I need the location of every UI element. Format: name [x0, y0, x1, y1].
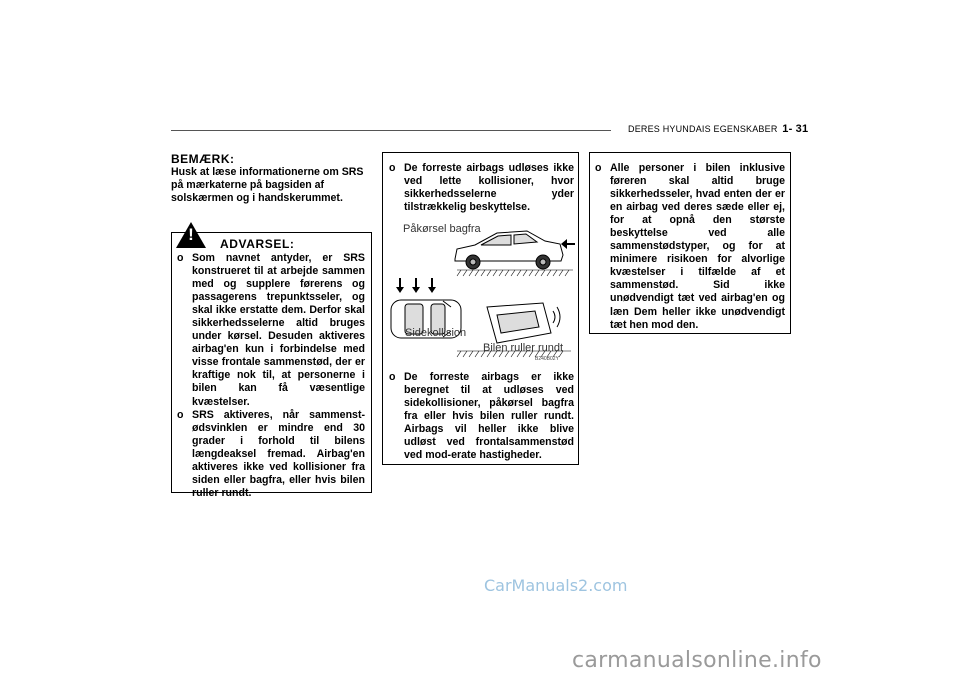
arrow-down-icon: [396, 278, 436, 293]
list-item: [389, 162, 574, 214]
label-rollover: Bilen ruller rundt: [483, 342, 564, 354]
label-rear-impact: Påkørsel bagfra: [403, 223, 481, 235]
watermark-link[interactable]: CarManuals2.com: [484, 576, 628, 595]
list-item-text: De forreste airbags udløses ikke ved lette kollisioner, hvor sikkerhedsselerne yder tilstrækkelig beskyttelse.: [404, 162, 574, 214]
header-rule: [171, 130, 611, 131]
ground-hatch-rear: [457, 270, 573, 276]
list-item-text: De forreste airbags er ikke beregnet til at udløses ved sidekollisioner, påkørsel bagfra fra eller hvis bilen ruller rundt. Airbags vil heller ikke blive udløst ved frontalsammenstød ved mod-erate hastigheder.: [404, 371, 574, 462]
list-item-text: Som navnet antyder, er SRS konstrueret til at arbejde sammen med og supplere førerens og passagerens trepunktsseler, og skal ikke erstatte dem. Derfor skal sikkerhedsselerne altid bruges under kørsel. Desuden aktiveres airbag'en kun i forbindelse med visse frontale sammenstød, der er kraftige nok til, at personerne i bilen kan få væsentlige kvæstelser.: [192, 252, 365, 408]
list-item-text: Alle personer i bilen inklusive føreren skal altid bruge sikkerhedsseler, hvad enten der er en airbag ved deres sæde eller ej, for at opnå den største beskyttelse ved alle sammenstødstyper, og for at minimere risikoen for alvorlige kvæstelser i tilfælde af et sammenstød. Sid ikke unødvendigt tæt ved airbag'en og læn Dem heller ikke unødvendigt tæt hen mod den.: [610, 162, 785, 331]
page-number: 1- 31: [782, 123, 809, 135]
list-item: [595, 162, 785, 332]
section-title: DERES HYUNDAIS EGENSKABER: [628, 124, 778, 134]
collision-figure: [385, 215, 577, 365]
bullet: o: [177, 252, 184, 264]
watermark-footer: carmanualsonline.info: [572, 648, 822, 673]
arrow-left-icon: [561, 239, 575, 249]
exclamation-icon: !: [188, 225, 194, 244]
warning-title: ADVARSEL:: [220, 237, 295, 251]
right-list: [595, 162, 785, 332]
car-rollover-icon: [487, 303, 560, 343]
list-item: [177, 409, 365, 500]
bullet: o: [389, 371, 396, 383]
warning-list: [177, 252, 365, 500]
middle-list-bottom: [389, 371, 574, 462]
list-item: [389, 371, 574, 462]
note-block: [171, 153, 377, 205]
note-text: Husk at læse informationerne om SRS på mærkaterne på bagsiden af solskærmen og i handskerummet.: [171, 166, 364, 204]
figure-code: B240B02Y: [535, 356, 559, 362]
bullet: o: [595, 162, 602, 174]
note-title: BEMÆRK:: [171, 152, 235, 166]
page-header: [628, 123, 808, 135]
bullet: o: [389, 162, 396, 174]
car-rear-impact-icon: [455, 231, 563, 269]
label-side-collision: Sidekollision: [405, 327, 467, 339]
middle-list-top: [389, 162, 574, 214]
list-item-text: SRS aktiveres, når sammenst-ødsvinklen er mindre end 30 grader i forhold til bilens længdeaksel fremad. Airbag'en aktiveres ikke ved kollisioner fra siden eller bagfra, eller hvis bilen ruller rundt.: [192, 408, 365, 499]
bullet: o: [177, 408, 184, 421]
list-item: [177, 252, 365, 409]
